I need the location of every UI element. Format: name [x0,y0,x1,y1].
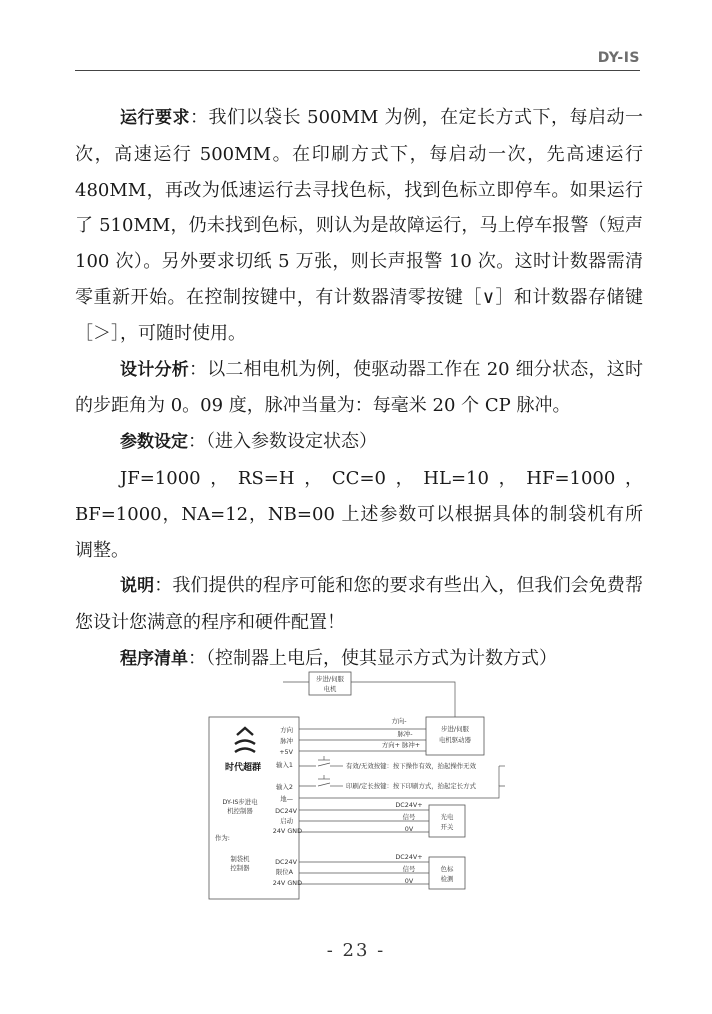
color-mark-signal: 信号 [402,865,416,873]
terminal-limit-a: 限位A [275,868,293,876]
terminal-pulse: 脉冲 [280,737,293,745]
machine-label-1: 制袋机 [230,855,250,863]
driver-dir-pulse-plus: 方向+ 脉冲+ [381,741,421,749]
photoelectric-switch-label-2: 开关 [440,823,454,831]
paragraph-analysis [75,352,643,425]
body-text [75,100,643,678]
paragraph-note [75,568,643,641]
paragraph-requirements [75,100,643,352]
analysis-text: ：以二相电机为例，使驱动器工作在 20 细分状态，这时的步距角为 0。09 度，脉冲当量为：每毫米 20 个 CP 脉冲。 [75,358,643,417]
driver-label-1: 步进/伺服 [441,725,469,733]
used-as-label: 作为: [215,834,230,842]
terminal-plus5v: +5V [279,748,293,756]
driver-pulse-minus: 脉冲- [397,730,413,738]
terminal-dc24v-b: DC24V [275,858,297,866]
wiring-diagram [205,665,520,902]
color-mark-dc24v: DC24V+ [395,853,423,861]
requirements-label: 运行要求 [120,108,190,128]
controller-label-2: 机控制器 [227,807,253,815]
key1-switch [318,763,330,766]
parameters-label: 参数设定 [120,432,188,453]
note-label: 说明 [120,576,155,597]
photoelectric-switch-block [429,805,465,837]
brand-name: 时代超群 [224,763,262,773]
terminal-direction: 方向 [280,726,293,734]
terminal-gnd-a: 24V GND [272,827,302,835]
motor-label-1: 步进/伺服 [316,675,344,683]
paragraph-parameter-values [75,461,643,568]
color-mark-0v: 0V [404,877,414,885]
key2-switch [318,783,330,786]
controller-label-1: DY-IS步进电 [222,798,258,806]
key1-description: 有效/无效按键：按下操作有效，抬起操作无效 [346,762,476,770]
key2-description: 印刷/定长按键：按下印刷方式，抬起定长方式 [346,782,476,790]
photoelectric-switch-label-1: 光电 [440,813,454,821]
analysis-label: 设计分析 [120,359,189,380]
color-mark-detector-label-2: 检测 [440,875,454,883]
terminal-dc24v-a: DC24V [275,807,297,815]
parameters-text: ：（进入参数设定状态） [188,431,377,453]
color-mark-detector-label-1: 色标 [440,865,454,873]
program-list-label: 程序清单 [120,648,188,669]
header-rule [75,70,640,71]
requirements-text: ：我们以袋长 500MM 为例，在定长方式下，每启动一次，高速运行 500MM。在印刷方式下，每启动一次，先高速运行 480MM，再改为低速运行去寻找色标，找到色标立即停车。如果运行了 510MM，仍未找到色标，则认为是故障运行，马上停车报警（短声 100 次）。另外要求切纸 5 万张，则长声报警 10 次。这时计数器需清零重新开始。在控制按键中，有计数器清零按键［∨］和计数器存储键［＞］，可随时使用。 [75,107,643,344]
motor-label-2: 电机 [323,685,337,693]
program-list-text: ：（控制器上电后，使其显示方式为计数方式） [188,647,557,669]
machine-label-2: 控制器 [230,864,250,872]
terminal-ground: 地— [280,795,293,803]
terminal-gnd-b: 24V GND [272,879,302,887]
parameter-values-text: JF=1000，RS=H，CC=0，HL=10，HF=1000，BF=1000，NA=12，NB=00 上述参数可以根据具体的制袋机有所调整。 [75,467,643,561]
terminal-input2: 输入2 [276,783,293,791]
paragraph-parameters [75,424,643,461]
driver-direction-minus: 方向- [391,717,407,725]
driver-label-2: 电机驱动器 [439,736,471,744]
color-mark-detector-block [429,857,465,889]
page-number: - 23 - [326,940,386,961]
photoelectric-dc24v: DC24V+ [395,801,423,809]
terminal-input1: 输入1 [276,761,293,769]
photoelectric-signal: 信号 [402,813,416,821]
header-code: DY-IS [597,50,640,66]
motor-to-driver-line [351,682,455,717]
terminal-start: 启动 [280,817,293,825]
note-text: ：我们提供的程序可能和您的要求有些出入，但我们会免费帮您设计您满意的程序和硬件配置！ [75,575,644,634]
photoelectric-0v: 0V [404,825,414,833]
